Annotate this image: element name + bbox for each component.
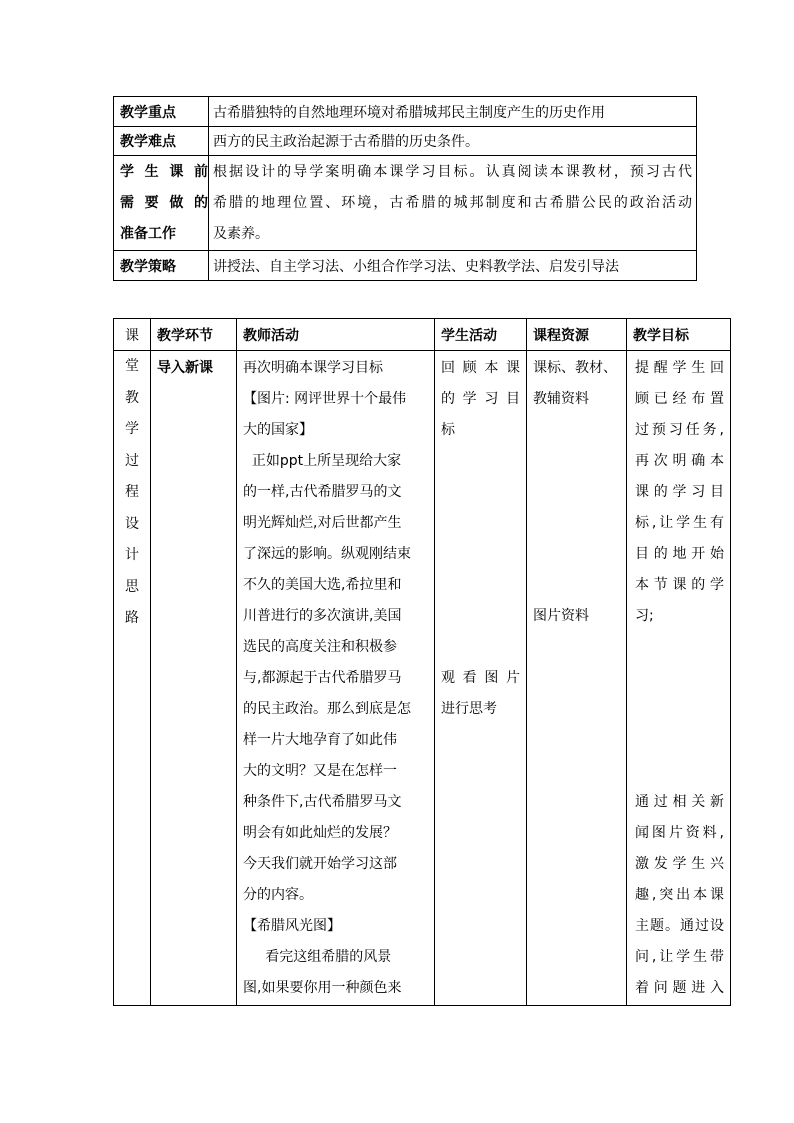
difficulty-value: 西方的民主政治起源于古希腊的历史条件。 [209, 127, 697, 156]
teacher-activity-line: 再次明确本课学习目标 [243, 360, 383, 376]
teacher-activity-line: 川普进行的多次演讲,美国 [243, 608, 402, 624]
teacher-activity-line: 正如ppt上所呈现给大家 [243, 453, 402, 469]
teacher-activity-line: 与,都源起于古代希腊罗马 [243, 670, 402, 686]
vertical-label: 堂 教 学 过 程 设 计 思 路 [114, 351, 151, 1006]
resources-cell: 课标、教材、 教辅资料 图片资料 [527, 351, 627, 1006]
teacher-activity-line: 样一片大地孕育了如此伟 [243, 732, 397, 748]
lesson-info-table [113, 96, 697, 281]
teacher-activity-line: 的民主政治。那么到底是怎 [243, 701, 411, 717]
teaching-process-table [113, 318, 731, 1006]
teacher-activity-line: 大的国家】 [243, 422, 313, 438]
teacher-activity-cell [237, 351, 435, 1006]
key-point-value: 古希腊独特的自然地理环境对希腊城邦民主制度产生的历史作用 [209, 97, 697, 127]
teacher-activity-line: 了深远的影响。纵观刚结束 [243, 546, 411, 562]
preparation-value: 根据设计的导学案明确本课学习目标。认真阅读本课教材，预习古代 希腊的地理位置、环境，古希腊的城邦制度和古希腊公民的政治活动 及素养。 [209, 156, 697, 251]
header-class: 课 [114, 319, 151, 351]
teacher-activity-line: 的一样,古代希腊罗马的文 [243, 484, 402, 500]
teacher-activity-line: 今天我们就开始学习这部 [243, 856, 397, 872]
key-point-label: 教学重点 [114, 97, 209, 127]
teacher-activity-line: 【图片: 网评世界十个最伟 [243, 391, 407, 407]
header-resources: 课程资源 [527, 319, 627, 351]
teacher-activity-line: 【希腊风光图】 [243, 918, 341, 934]
header-goals: 教学目标 [627, 319, 731, 351]
header-teacher-activity: 教师活动 [237, 319, 435, 351]
preparation-label: 学 生 课 前 需 要 做 的 准备工作 [114, 156, 209, 251]
teacher-activity-line: 明光辉灿烂,对后世都产生 [243, 515, 402, 531]
teacher-activity-line: 种条件下,古代希腊罗马文 [243, 794, 402, 810]
header-stage: 教学环节 [151, 319, 237, 351]
difficulty-label: 教学难点 [114, 127, 209, 156]
goals-cell: 提醒学生回 顾已经布置 过预习任务, 再次明确本 课的学习目 标,让学生有 目的地开始 本节课的学 习; 通过相关新 闻图片资料, 激发学生兴 趣,突出本课 主题。通过设 问,让学生带 着问题进入 [627, 351, 731, 1006]
teacher-activity-line: 大的文明？又是在怎样一 [243, 763, 397, 779]
strategy-label: 教学策略 [114, 251, 209, 281]
teacher-activity-line: 看完这组希腊的风景 [243, 949, 392, 965]
teacher-activity-line: 不久的美国大选,希拉里和 [243, 577, 402, 593]
stage-name: 导入新课 [157, 360, 213, 376]
stage-cell [151, 351, 237, 1006]
teacher-activity-line: 图,如果要你用一种颜色来 [243, 980, 402, 996]
teacher-activity-line: 选民的高度关注和积极参 [243, 639, 397, 655]
teacher-activity-line: 明会有如此灿烂的发展？ [243, 825, 397, 841]
student-activity-cell: 回 顾 本 课 的 学 习 目 标 观 看 图 片 进行思考 [435, 351, 527, 1006]
strategy-value: 讲授法、自主学习法、小组合作学习法、史料教学法、启发引导法 [209, 251, 697, 281]
header-student-activity: 学生活动 [435, 319, 527, 351]
teacher-activity-line: 分的内容。 [243, 887, 313, 903]
